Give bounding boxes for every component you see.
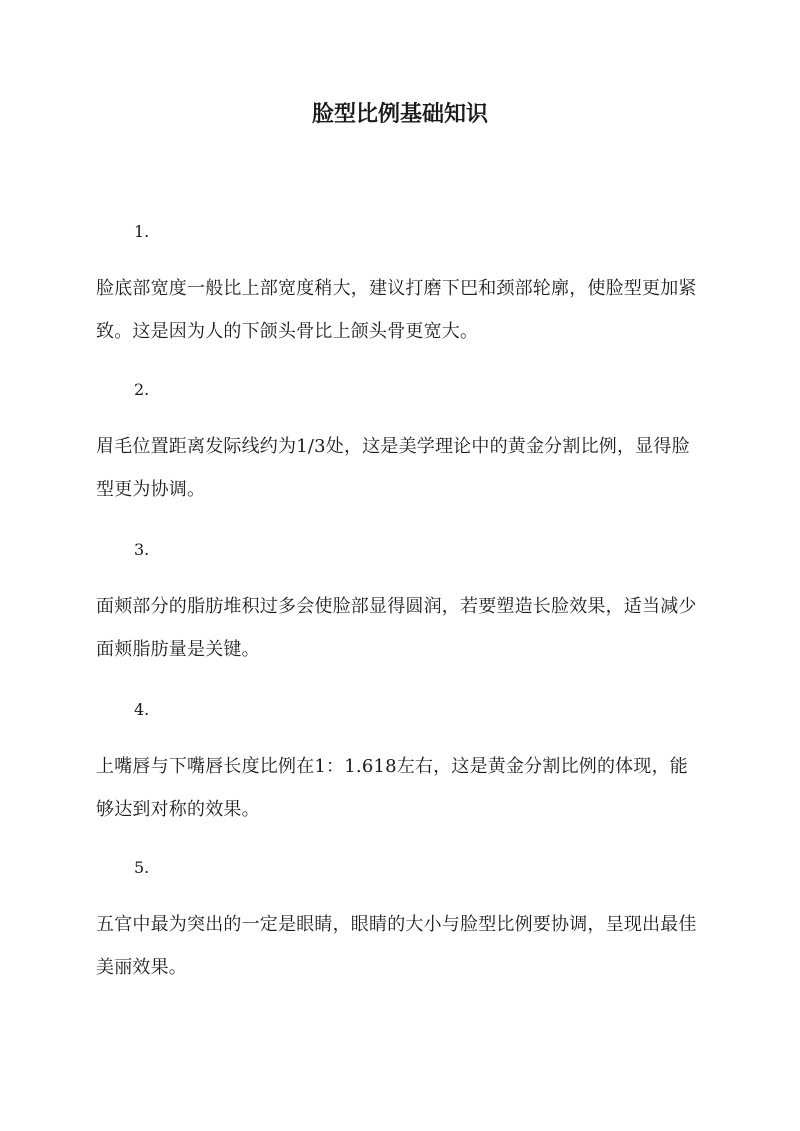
item-text: 五官中最为突出的一定是眼睛，眼睛的大小与脸型比例要协调，呈现出最佳美丽效果。 [96, 914, 697, 978]
item-text: 脸底部宽度一般比上部宽度稍大，建议打磨下巴和颈部轮廓，使脸型更加紧致。这是因为人的下颌头骨比上颌头骨更宽大。 [96, 278, 697, 342]
item-number: 4. [134, 700, 150, 719]
document-title: 脸型比例基础知识 [311, 101, 488, 127]
list-item [96, 218, 706, 353]
list-item [96, 536, 706, 671]
item-text: 面颊部分的脂肪堆积过多会使脸部显得圆润，若要塑造长脸效果，适当减少面颊脂肪量是关键。 [96, 596, 697, 660]
item-number: 2. [134, 380, 150, 399]
item-text: 眉毛位置距离发际线约为1/3处，这是美学理论中的黄金分割比例，显得脸型更为协调。 [96, 436, 690, 500]
item-number: 5. [134, 858, 150, 877]
item-text: 上嘴唇与下嘴唇长度比例在1：1.618左右，这是黄金分割比例的体现，能够达到对称的效果。 [96, 756, 688, 820]
item-number: 3. [134, 540, 150, 559]
list-item [96, 696, 706, 831]
list-item [96, 376, 706, 511]
list-item [96, 854, 706, 989]
item-number: 1. [134, 222, 150, 241]
